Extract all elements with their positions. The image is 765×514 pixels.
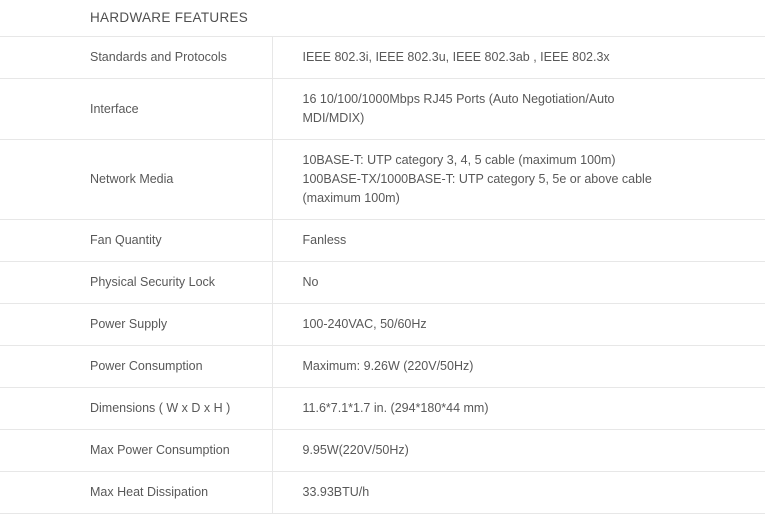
- spec-label: Fan Quantity: [0, 220, 272, 262]
- spec-value: [272, 140, 765, 220]
- spec-label: Network Media: [0, 140, 272, 220]
- hardware-features-table: [0, 36, 765, 514]
- page-title: HARDWARE FEATURES: [90, 10, 249, 25]
- spec-label: Max Heat Dissipation: [0, 472, 272, 514]
- spec-value-line: IEEE 802.3i, IEEE 802.3u, IEEE 802.3ab , IEEE 802.3x: [302, 50, 610, 64]
- spec-value-line: No: [302, 275, 319, 289]
- spec-value-line: 100-240VAC, 50/60Hz: [302, 317, 427, 331]
- table-row: [0, 388, 765, 430]
- spec-value: [272, 220, 765, 262]
- table-row: [0, 346, 765, 388]
- table-row: [0, 472, 765, 514]
- spec-label: Power Consumption: [0, 346, 272, 388]
- table-row: [0, 37, 765, 79]
- spec-value-line: (maximum 100m): [302, 191, 400, 205]
- spec-value: [272, 79, 765, 140]
- spec-label: Max Power Consumption: [0, 430, 272, 472]
- spec-label: Standards and Protocols: [0, 37, 272, 79]
- spec-value: [272, 472, 765, 514]
- table-row: [0, 262, 765, 304]
- table-row: [0, 79, 765, 140]
- spec-value: [272, 430, 765, 472]
- spec-value-line: 11.6*7.1*1.7 in. (294*180*44 mm): [302, 401, 489, 415]
- spec-value-line: 16 10/100/1000Mbps RJ45 Ports (Auto Negotiation/Auto: [302, 92, 615, 106]
- spec-value-line: Maximum: 9.26W (220V/50Hz): [302, 359, 474, 373]
- spec-label: Dimensions ( W x D x H ): [0, 388, 272, 430]
- spec-value: [272, 262, 765, 304]
- spec-value-line: 10BASE-T: UTP category 3, 4, 5 cable (maximum 100m): [302, 153, 616, 167]
- table-row: [0, 304, 765, 346]
- spec-label: Interface: [0, 79, 272, 140]
- spec-label: Power Supply: [0, 304, 272, 346]
- spec-value-line: Fanless: [302, 233, 347, 247]
- table-row: [0, 140, 765, 220]
- spec-value-line: 33.93BTU/h: [302, 485, 370, 499]
- table-row: [0, 220, 765, 262]
- spec-value: [272, 37, 765, 79]
- spec-value: [272, 304, 765, 346]
- table-row: [0, 430, 765, 472]
- spec-value-line: 9.95W(220V/50Hz): [302, 443, 409, 457]
- spec-value-line: MDI/MDIX): [302, 111, 365, 125]
- spec-label: Physical Security Lock: [0, 262, 272, 304]
- spec-value: [272, 388, 765, 430]
- spec-value: [272, 346, 765, 388]
- table-body: [0, 37, 765, 514]
- spec-value-line: 100BASE-TX/1000BASE-T: UTP category 5, 5e or above cable: [302, 172, 652, 186]
